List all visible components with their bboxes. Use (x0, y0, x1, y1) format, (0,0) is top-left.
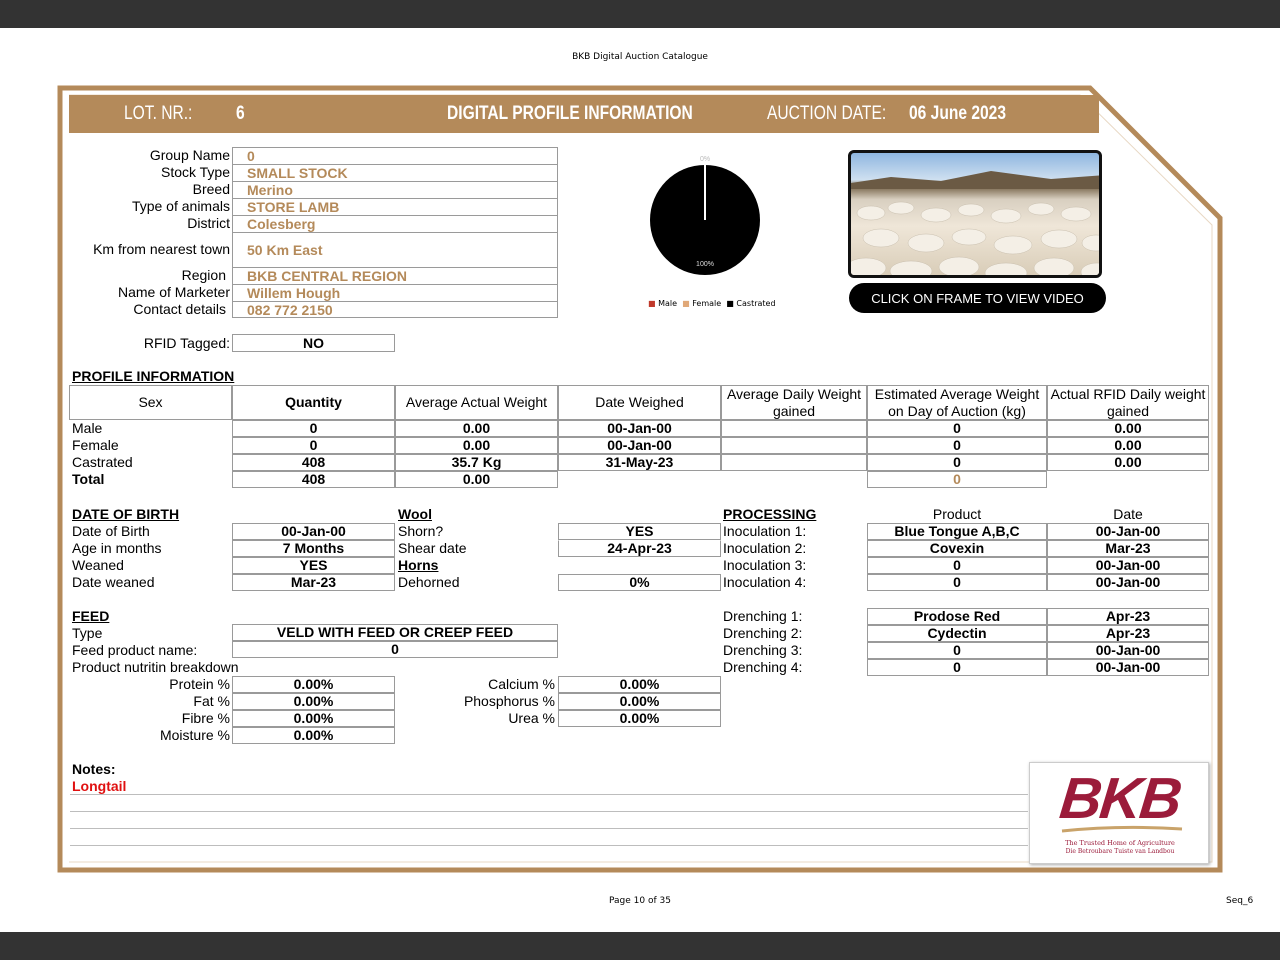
profile-row-label: Male (72, 420, 103, 436)
drenchings-product: 0 (867, 659, 1047, 676)
inoculations-date: 00-Jan-00 (1047, 523, 1209, 540)
phosphorus-value: 0.00% (558, 693, 721, 710)
date-weaned-label: Date weaned (72, 574, 155, 590)
profile-cell-qty: 0 (232, 420, 395, 437)
weaned-value: YES (232, 557, 395, 574)
drenchings-date: Apr-23 (1047, 625, 1209, 642)
protein-label: Protein % (169, 676, 230, 692)
product-col: Product (932, 506, 982, 522)
viewer-bottom-bar (0, 932, 1280, 960)
viewer-top-bar (0, 0, 1280, 28)
inoculations-product: Covexin (867, 540, 1047, 557)
profile-cell-rfid: 0.00 (1047, 437, 1209, 454)
inoculations-label: Inoculation 2: (723, 540, 807, 556)
view-video-button[interactable]: CLICK ON FRAME TO VIEW VIDEO (849, 283, 1106, 313)
shear-value: 24-Apr-23 (558, 540, 721, 557)
notes-line (70, 811, 1028, 812)
feed-product-label: Feed product name: (72, 642, 198, 658)
profile-cell-rfid: 0.00 (1047, 420, 1209, 437)
drenchings-label: Drenching 1: (723, 608, 803, 624)
breed-value: Merino (247, 182, 293, 198)
profile-cell-est: 0 (867, 437, 1047, 454)
fat-label: Fat % (193, 693, 230, 709)
processing-heading: PROCESSING (723, 506, 817, 522)
protein-value: 0.00% (232, 676, 395, 693)
auction-date: 06 June 2023 (909, 103, 1007, 124)
drenchings-date: Apr-23 (1047, 608, 1209, 625)
urea-value: 0.00% (558, 710, 721, 727)
col-sex: Sex (69, 385, 232, 420)
profile-cell-qty: 0 (232, 437, 395, 454)
lot-label: LOT. NR.: (124, 103, 193, 124)
drenchings-label: Drenching 4: (723, 659, 803, 675)
calcium-label: Calcium % (488, 676, 555, 692)
shear-label: Shear date (398, 540, 467, 556)
logo-brand: BKB (1056, 766, 1184, 831)
profile-cell-adw (721, 420, 867, 437)
sex-pie-chart (630, 145, 800, 315)
notes-label: Notes: (72, 761, 116, 777)
urea-label: Urea % (508, 710, 555, 726)
type-label: Type of animals (131, 198, 230, 214)
header-band (69, 95, 1099, 133)
profile-cell-qty: 408 (232, 454, 395, 471)
profile-cell-avg: 0.00 (395, 420, 558, 437)
logo-tagline2: Die Betroubare Tuiste van Landbou (1065, 848, 1175, 855)
total-label: Total (72, 471, 105, 487)
inoculations-date: Mar-23 (1047, 540, 1209, 557)
notes-line (70, 794, 1028, 795)
age-value: 7 Months (232, 540, 395, 557)
profile-cell-adw (721, 454, 867, 471)
page-number: Page 10 of 35 (609, 896, 671, 906)
lot-number: 6 (236, 103, 245, 124)
drenchings-date: 00-Jan-00 (1047, 642, 1209, 659)
inoculations-label: Inoculation 4: (723, 574, 807, 590)
document-title: BKB Digital Auction Catalogue (572, 52, 708, 62)
fibre-value: 0.00% (232, 710, 395, 727)
marketer-value: Willem Hough (247, 285, 341, 301)
legend-male: Male (658, 299, 678, 308)
notes-line (70, 845, 1028, 846)
shorn-value: YES (558, 523, 721, 540)
calcium-value: 0.00% (558, 676, 721, 693)
group-name-label: Group Name (149, 147, 230, 163)
profile-cell-adw (721, 437, 867, 454)
date-weaned-value: Mar-23 (232, 574, 395, 591)
profile-cell-avg: 0.00 (395, 437, 558, 454)
inoculations-date: 00-Jan-00 (1047, 574, 1209, 591)
inoculations-label: Inoculation 3: (723, 557, 807, 573)
profile-cell-date: 31-May-23 (558, 454, 721, 471)
district-label: District (187, 215, 230, 231)
feed-heading: FEED (72, 608, 110, 624)
profile-cell-rfid: 0.00 (1047, 454, 1209, 471)
col-est-weight: Estimated Average Weight on Day of Auction (kg) (867, 385, 1047, 420)
feed-breakdown-label: Product nutritin breakdown (72, 659, 239, 675)
header-title: DIGITAL PROFILE INFORMATION (447, 103, 693, 124)
drenchings-product: Cydectin (867, 625, 1047, 642)
inoculations-product: 0 (867, 557, 1047, 574)
age-label: Age in months (72, 540, 162, 556)
district-value: Colesberg (247, 216, 316, 232)
marketer-label: Name of Marketer (117, 284, 230, 300)
fat-value: 0.00% (232, 693, 395, 710)
km-value: 50 Km East (247, 242, 323, 258)
dehorned-label: Dehorned (398, 574, 460, 590)
drenchings-product: Prodose Red (867, 608, 1047, 625)
profile-heading: PROFILE INFORMATION (72, 368, 235, 384)
region-value: BKB CENTRAL REGION (247, 268, 407, 284)
phosphorus-label: Phosphorus % (463, 693, 555, 709)
region-label: Region (181, 267, 226, 283)
drenchings-product: 0 (867, 642, 1047, 659)
shorn-label: Shorn? (398, 523, 444, 539)
total-est: 0 (867, 471, 1047, 488)
sheep-photo (851, 153, 1102, 278)
stock-type-label: Stock Type (160, 164, 230, 180)
rfid-label: RFID Tagged: (143, 335, 230, 351)
feed-type-label: Type (72, 625, 103, 641)
drenchings-date: 00-Jan-00 (1047, 659, 1209, 676)
pie-data-label-top: 0% (699, 156, 711, 163)
rfid-value: NO (232, 334, 395, 352)
stock-type-value: SMALL STOCK (247, 165, 348, 181)
bkb-logo (1029, 762, 1209, 864)
dob-label: Date of Birth (72, 523, 150, 539)
inoculations-label: Inoculation 1: (723, 523, 807, 539)
dob-value: 00-Jan-00 (232, 523, 395, 540)
legend-female: Female (692, 299, 722, 308)
profile-cell-avg: 35.7 Kg (395, 454, 558, 471)
contact-label: Contact details (133, 301, 226, 317)
moisture-label: Moisture % (159, 727, 230, 743)
legend-castrated: Castrated (736, 299, 776, 308)
notes-text: Longtail (72, 778, 127, 794)
profile-cell-date: 00-Jan-00 (558, 420, 721, 437)
col-date-weighed: Date Weighed (558, 385, 721, 420)
dehorned-value: 0% (558, 574, 721, 591)
notes-line (70, 828, 1028, 829)
moisture-value: 0.00% (232, 727, 395, 744)
col-rfid-weight: Actual RFID Daily weight gained (1047, 385, 1209, 420)
inoculations-date: 00-Jan-00 (1047, 557, 1209, 574)
fibre-label: Fibre % (181, 710, 230, 726)
profile-row-label: Female (72, 437, 119, 453)
km-label: Km from nearest town (93, 241, 230, 257)
logo-tagline1: The Trusted Home of Agriculture (1065, 839, 1175, 847)
date-col: Date (1113, 506, 1143, 522)
total-qty: 408 (232, 471, 395, 488)
sequence-label: Seq_6 (1226, 896, 1254, 906)
horns-heading: Horns (398, 557, 439, 573)
info-box (232, 147, 558, 318)
profile-row-label: Castrated (72, 454, 133, 470)
group-name-value: 0 (247, 148, 255, 164)
contact-value: 082 772 2150 (247, 302, 333, 318)
col-quantity: Quantity (232, 385, 395, 420)
dob-heading: DATE OF BIRTH (72, 506, 180, 522)
feed-type-value: VELD WITH FEED OR CREEP FEED (232, 624, 558, 641)
pie-data-label-main: 100% (696, 261, 714, 268)
pie-legend: ■ Male ■ Female ■ Castrated (648, 299, 776, 308)
col-avg-weight: Average Actual Weight (395, 385, 558, 420)
total-avg: 0.00 (395, 471, 558, 488)
profile-cell-est: 0 (867, 420, 1047, 437)
drenchings-label: Drenching 2: (723, 625, 803, 641)
auction-date-label: AUCTION DATE: (767, 103, 887, 124)
inoculations-product: 0 (867, 574, 1047, 591)
breed-label: Breed (192, 181, 230, 197)
drenchings-label: Drenching 3: (723, 642, 803, 658)
col-adw: Average Daily Weight gained (721, 385, 867, 420)
feed-product-value: 0 (232, 641, 558, 658)
inoculations-product: Blue Tongue A,B,C (867, 523, 1047, 540)
video-frame[interactable] (848, 150, 1102, 278)
weaned-label: Weaned (72, 557, 124, 573)
wool-heading: Wool (398, 506, 432, 522)
profile-cell-est: 0 (867, 454, 1047, 471)
type-value: STORE LAMB (247, 199, 340, 215)
profile-cell-date: 00-Jan-00 (558, 437, 721, 454)
